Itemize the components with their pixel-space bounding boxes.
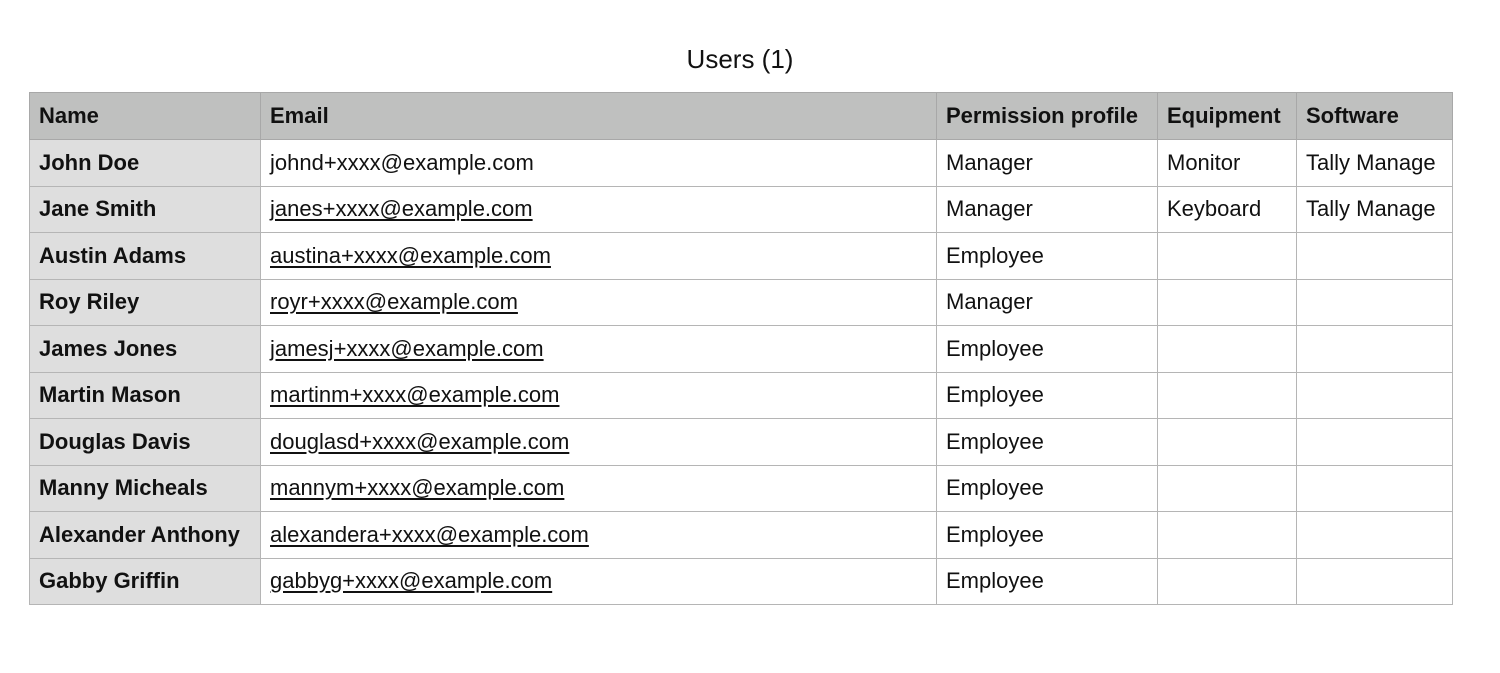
email-cell[interactable] [261, 465, 937, 512]
table-row [30, 279, 1453, 326]
name-cell[interactable]: Manny Micheals [30, 465, 261, 512]
email-link[interactable]: mannym+xxxx@example.com [270, 475, 565, 501]
name-cell[interactable]: Alexander Anthony [30, 512, 261, 559]
users-table [29, 92, 1453, 605]
software-cell[interactable] [1297, 465, 1453, 512]
name-cell[interactable]: John Doe [30, 140, 261, 187]
column-header-equipment[interactable]: Equipment [1158, 93, 1297, 140]
equipment-cell[interactable] [1158, 372, 1297, 419]
software-cell[interactable] [1297, 233, 1453, 280]
permission-cell[interactable]: Manager [937, 279, 1158, 326]
permission-cell[interactable]: Employee [937, 372, 1158, 419]
software-cell[interactable]: Tally Manage [1297, 186, 1453, 233]
email-cell[interactable] [261, 326, 937, 373]
email-link[interactable]: douglasd+xxxx@example.com [270, 428, 570, 454]
software-cell[interactable] [1297, 558, 1453, 605]
email-link[interactable]: jamesj+xxxx@example.com [270, 335, 544, 361]
column-header-permission-profile[interactable]: Permission profile [937, 93, 1158, 140]
email-link[interactable]: gabbyg+xxxx@example.com [270, 568, 553, 594]
equipment-cell[interactable] [1158, 326, 1297, 373]
table-row [30, 140, 1453, 187]
software-cell[interactable] [1297, 326, 1453, 373]
header-row [30, 93, 1453, 140]
table-row [30, 372, 1453, 419]
permission-cell[interactable]: Manager [937, 140, 1158, 187]
email-link[interactable]: martinm+xxxx@example.com [270, 382, 560, 408]
name-cell[interactable]: Roy Riley [30, 279, 261, 326]
table-row [30, 326, 1453, 373]
email-cell[interactable] [261, 558, 937, 605]
column-header-software[interactable]: Software [1297, 93, 1453, 140]
permission-cell[interactable]: Employee [937, 465, 1158, 512]
email-link[interactable]: janes+xxxx@example.com [270, 196, 533, 222]
equipment-cell[interactable]: Monitor [1158, 140, 1297, 187]
permission-cell[interactable]: Employee [937, 233, 1158, 280]
software-cell[interactable] [1297, 279, 1453, 326]
column-header-name[interactable]: Name [30, 93, 261, 140]
permission-cell[interactable]: Manager [937, 186, 1158, 233]
name-cell[interactable]: James Jones [30, 326, 261, 373]
email-text: johnd+xxxx@example.com [270, 149, 534, 175]
equipment-cell[interactable] [1158, 419, 1297, 466]
permission-cell[interactable]: Employee [937, 558, 1158, 605]
table-row [30, 558, 1453, 605]
name-cell[interactable]: Douglas Davis [30, 419, 261, 466]
table-body [30, 140, 1453, 605]
email-cell[interactable] [261, 512, 937, 559]
software-cell[interactable] [1297, 512, 1453, 559]
table-row [30, 419, 1453, 466]
email-cell[interactable] [261, 233, 937, 280]
table-row [30, 512, 1453, 559]
email-cell[interactable] [261, 186, 937, 233]
permission-cell[interactable]: Employee [937, 512, 1158, 559]
email-cell[interactable] [261, 140, 937, 187]
email-link[interactable]: royr+xxxx@example.com [270, 289, 518, 315]
equipment-cell[interactable] [1158, 279, 1297, 326]
equipment-cell[interactable] [1158, 512, 1297, 559]
permission-cell[interactable]: Employee [937, 419, 1158, 466]
software-cell[interactable]: Tally Manage [1297, 140, 1453, 187]
table-row [30, 186, 1453, 233]
sheet-title: Users (1) [686, 44, 794, 74]
email-cell[interactable] [261, 372, 937, 419]
equipment-cell[interactable] [1158, 465, 1297, 512]
email-link[interactable]: alexandera+xxxx@example.com [270, 521, 589, 547]
column-header-email[interactable]: Email [261, 93, 937, 140]
email-cell[interactable] [261, 419, 937, 466]
equipment-cell[interactable]: Keyboard [1158, 186, 1297, 233]
name-cell[interactable]: Jane Smith [30, 186, 261, 233]
email-cell[interactable] [261, 279, 937, 326]
equipment-cell[interactable] [1158, 233, 1297, 280]
equipment-cell[interactable] [1158, 558, 1297, 605]
software-cell[interactable] [1297, 419, 1453, 466]
name-cell[interactable]: Gabby Griffin [30, 558, 261, 605]
name-cell[interactable]: Martin Mason [30, 372, 261, 419]
software-cell[interactable] [1297, 372, 1453, 419]
permission-cell[interactable]: Employee [937, 326, 1158, 373]
name-cell[interactable]: Austin Adams [30, 233, 261, 280]
email-link[interactable]: austina+xxxx@example.com [270, 242, 551, 268]
table-row [30, 465, 1453, 512]
table-row [30, 233, 1453, 280]
